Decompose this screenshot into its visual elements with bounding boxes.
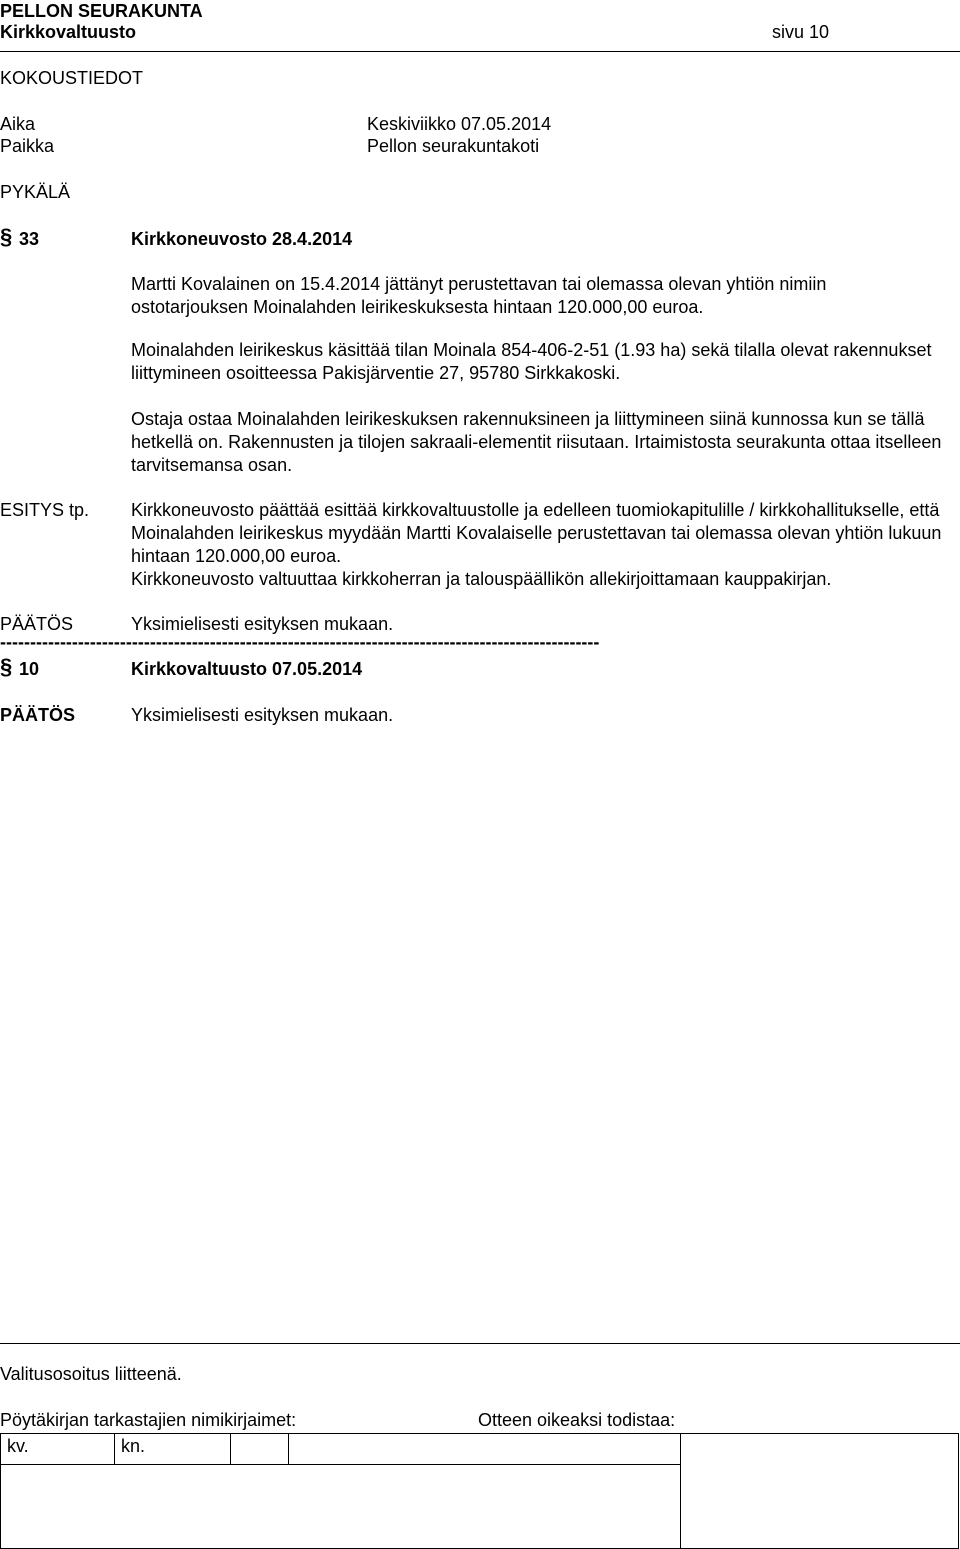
proposal-label: ESITYS tp. <box>0 500 90 520</box>
initials-cell-4 <box>289 1434 681 1465</box>
time-label: Aika <box>0 114 36 134</box>
item2-title: Kirkkovaltuusto 07.05.2014 <box>131 659 363 679</box>
appeal-note: Valitusosoitus liitteenä. <box>0 1364 182 1384</box>
inspectors-label: Pöytäkirjan tarkastajien nimikirjaimet: <box>0 1410 297 1430</box>
page-number: sivu 10 <box>772 22 830 42</box>
separator-line: ---------------------------------------------------------------------------------------------------- <box>0 632 600 652</box>
section-symbol-icon: § <box>0 224 13 249</box>
place-value: Pellon seurakuntakoti <box>367 136 540 156</box>
item-number: 33 <box>19 229 40 249</box>
section-symbol-icon: § <box>0 654 13 679</box>
decision-label: PÄÄTÖS <box>0 614 74 634</box>
initials-cell-2 <box>115 1434 231 1465</box>
time-value: Keskiviikko 07.05.2014 <box>367 114 552 134</box>
signature-table <box>0 1433 959 1549</box>
initials-cell-3 <box>231 1434 289 1465</box>
paragraph-condition: Ostaja ostaa Moinalahden leirikeskuksen rakennuksineen ja liittymineen siinä kunnossa kun se tällä hetkellä on. Rakennusten ja tilojen sakraali-elementit riisutaan. Irtaimistosta seurakunta ottaa itselleen tarvitsemansa osan. <box>131 409 942 475</box>
paragraph-offer: Martti Kovalainen on 15.4.2014 jättänyt perustettavan tai olemassa olevan yhtiön nimiin ostotarjouksen Moinalahden leirikeskuksesta hintaan 120.000,00 euroa. <box>131 274 827 317</box>
item2-decision-text: Yksimielisesti esityksen mukaan. <box>131 705 394 725</box>
certification-cell <box>681 1434 959 1549</box>
body-name: Kirkkovaltuusto <box>0 22 137 42</box>
item2-decision-label: PÄÄTÖS <box>0 705 76 725</box>
proposal-text: Kirkkoneuvosto päättää esittää kirkkovaltuustolle ja edelleen tuomiokapitulille / kirkkohallitukselle, että Moinalahden leirikeskus myydään Martti Kovalaiselle perustettavan tai olemassa olevan yhtiön lukuun hintaan 120.000,00 euroa. <box>131 500 942 566</box>
decision-text: Yksimielisesti esityksen mukaan. <box>131 614 394 634</box>
certified-label: Otteen oikeaksi todistaa: <box>478 1410 676 1430</box>
paragraph-property: Moinalahden leirikeskus käsittää tilan Moinala 854-406-2-51 (1.93 ha) sekä tilalla olevat rakennukset liittymineen osoitteessa Pakisjärventie 27, 95780 Sirkkakoski. <box>131 340 932 383</box>
item-title: Kirkkoneuvosto 28.4.2014 <box>131 229 353 249</box>
signature-area <box>1 1465 681 1549</box>
initials-2: kn. <box>121 1436 146 1456</box>
footer-divider <box>0 1343 960 1344</box>
place-label: Paikka <box>0 136 55 156</box>
meeting-info-title: KOKOUSTIEDOT <box>0 68 144 88</box>
org-name: PELLON SEURAKUNTA <box>0 1 203 21</box>
section-label: PYKÄLÄ <box>0 182 71 202</box>
header-divider <box>0 51 960 52</box>
item2-number: 10 <box>19 659 40 679</box>
proposal-authorization: Kirkkoneuvosto valtuuttaa kirkkoherran ja talouspäällikön allekirjoittamaan kauppakirjan. <box>131 569 832 589</box>
initials-cell-1 <box>1 1434 115 1465</box>
initials-1: kv. <box>7 1436 29 1456</box>
